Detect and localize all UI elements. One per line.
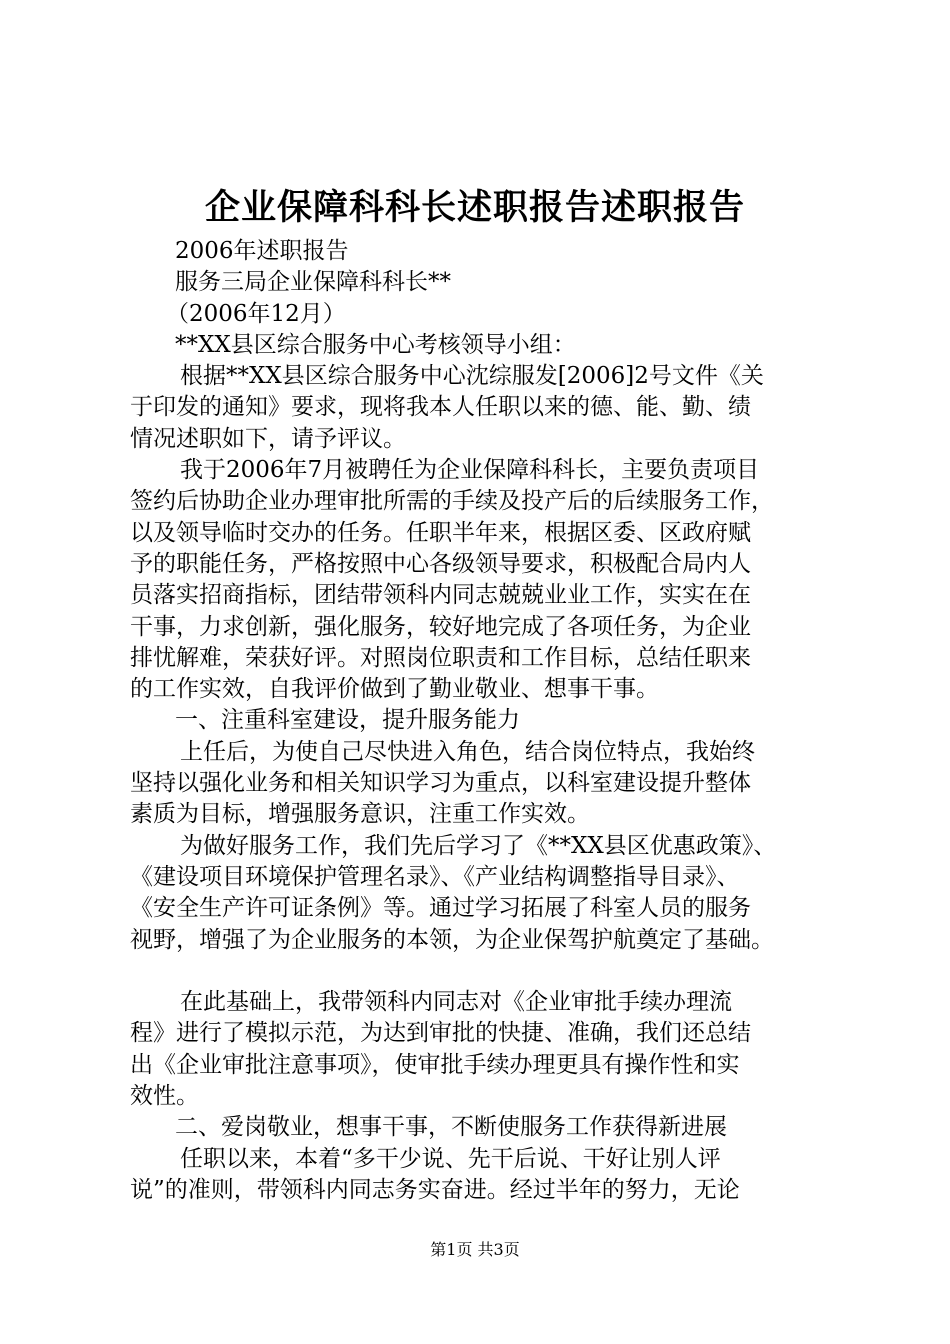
body-line: 签约后协助企业办理审批所需的手续及投产后的后续服务工作，	[130, 488, 774, 515]
paragraph-gap	[130, 956, 848, 987]
body-line: 在此基础上，我带领科内同志对《企业审批手续办理流	[180, 989, 732, 1016]
body-line: 于印发的通知》要求，现将我本人任职以来的德、能、勤、绩	[130, 394, 751, 421]
body-line: 我于2006年7月被聘任为企业保障科科长，主要负责项目	[180, 457, 760, 484]
body-line: 《建设项目环境保护管理名录》、《产业结构调整指导目录》、	[130, 863, 740, 890]
body-line: 以及领导临时交办的任务。任职半年来，根据区委、区政府赋	[130, 519, 751, 546]
body-line: 出《企业审批注意事项》，使审批手续办理更具有操作性和实	[130, 1051, 740, 1078]
document-body	[130, 236, 848, 1206]
page-footer: 第1页 共3页	[430, 1240, 520, 1259]
body-line: 效性。	[130, 1083, 199, 1110]
body-line: 程》进行了模拟示范，为达到审批的快捷、准确，我们还总结	[130, 1020, 751, 1047]
body-line: 上任后，为使自己尽快进入角色，结合岗位特点，我始终	[180, 738, 755, 765]
body-line: 为做好服务工作，我们先后学习了《**XX县区优惠政策》、	[180, 832, 777, 859]
section-heading: 二、爱岗敬业，想事干事，不断使服务工作获得新进展	[175, 1114, 727, 1141]
body-line: 《安全生产许可证条例》等。通过学习拓展了科室人员的服务	[130, 895, 751, 922]
body-line: 的工作实效，自我评价做到了勤业敬业、想事干事。	[130, 676, 659, 703]
body-line: 予的职能任务，严格按照中心各级领导要求，积极配合局内人	[130, 550, 751, 577]
body-line: 干事，力求创新，强化服务，较好地完成了各项任务，为企业	[130, 613, 751, 640]
date-line: （2006年12月）	[166, 300, 346, 327]
body-line: 员落实招商指标，团结带领科内同志兢兢业业工作，实实在在	[130, 582, 751, 609]
body-line: 视野，增强了为企业服务的本领，为企业保驾护航奠定了基础。	[130, 926, 774, 953]
body-line: 根据**XX县区综合服务中心沈综服发[2006]2号文件《关	[180, 363, 764, 390]
report-year-line: 2006年述职报告	[175, 238, 349, 264]
body-line: 排忧解难，荣获好评。对照岗位职责和工作目标，总结任职来	[130, 644, 751, 671]
body-line: 坚持以强化业务和相关知识学习为重点，以科室建设提升整体	[130, 770, 751, 797]
body-line: 素质为目标，增强服务意识，注重工作实效。	[130, 801, 590, 828]
salutation-line: **XX县区综合服务中心考核领导小组：	[175, 331, 576, 358]
body-line: 情况述职如下，请予评议。	[130, 425, 406, 452]
body-line: 任职以来，本着“多干少说、先干后说、干好让别人评	[180, 1145, 721, 1172]
document-title: 企业保障科科长述职报告述职报告	[204, 187, 745, 228]
section-heading: 一、注重科室建设，提升服务能力	[175, 707, 520, 734]
body-line: 说”的准则，带领科内同志务实奋进。经过半年的努力，无论	[130, 1176, 740, 1203]
author-line: 服务三局企业保障科科长**	[175, 269, 451, 296]
